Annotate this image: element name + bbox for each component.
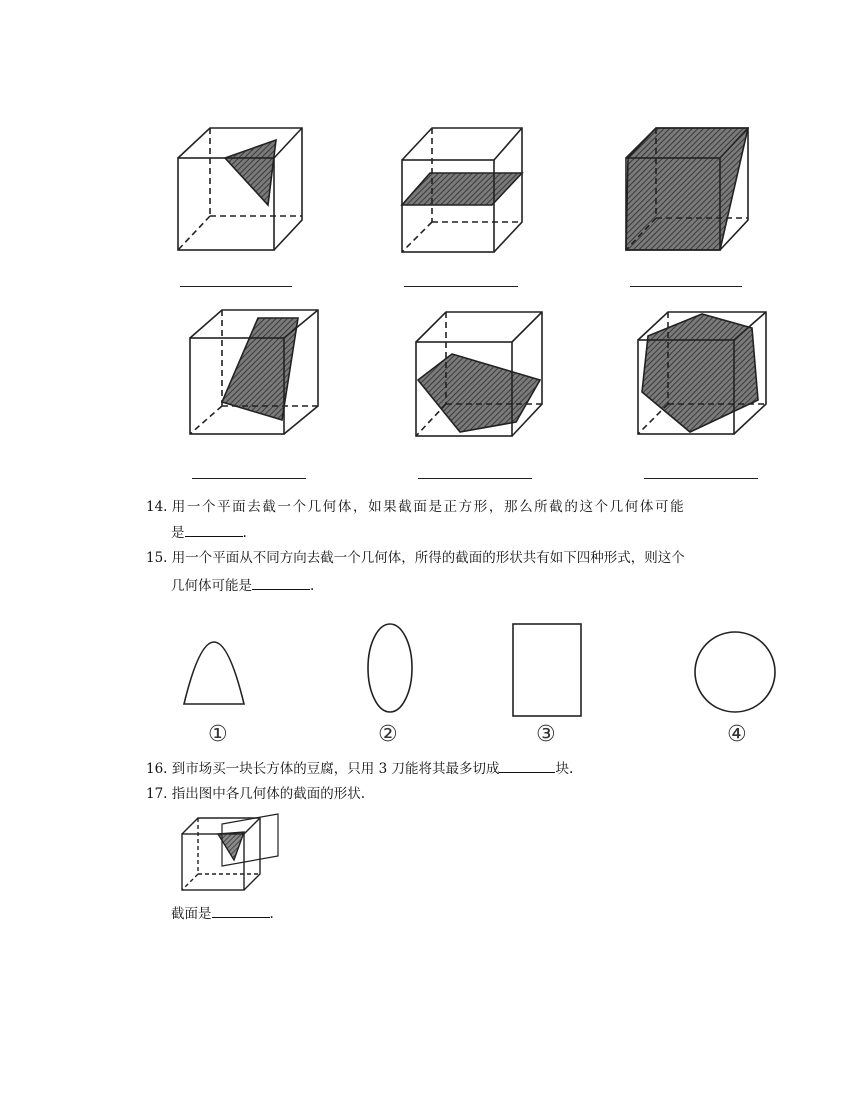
- question-text: 用一个平面从不同方向去截一个几何体，所得的截面的形状共有如下四种形式，则这个: [171, 550, 685, 566]
- question-15: [146, 548, 685, 568]
- shape-label-4: ④: [727, 722, 747, 747]
- question-number: 15.: [146, 550, 168, 566]
- answer-line-6[interactable]: [644, 478, 758, 479]
- shape-label-1: ①: [208, 722, 228, 747]
- rectangle-shape: [513, 624, 581, 716]
- question-14: [146, 497, 685, 517]
- answer-blank-15[interactable]: [252, 575, 310, 590]
- answer-line-1[interactable]: [180, 286, 292, 287]
- question-14-answer: 是 .: [171, 522, 247, 543]
- shape-label-3: ③: [536, 722, 556, 747]
- ellipse-shape: [368, 624, 412, 712]
- answer-blank-17[interactable]: [212, 903, 270, 918]
- shape-label-2: ②: [378, 722, 398, 747]
- answer-blank-16[interactable]: [499, 758, 555, 773]
- q17-figure: [170, 806, 290, 896]
- question-16: 16. 到市场买一块长方体的豆腐，只用 3 刀能将其最多切成 块.: [146, 758, 573, 779]
- parabola-shape: [184, 642, 244, 704]
- circle-shape: [695, 632, 775, 712]
- cube-2: [402, 128, 522, 252]
- cube-4: [190, 310, 318, 434]
- question-15-answer: 几何体可能是 .: [171, 575, 314, 596]
- question-number: 17.: [146, 786, 168, 802]
- cube-6: [638, 312, 766, 434]
- answer-line-3[interactable]: [630, 286, 742, 287]
- question-17-answer: 截面是 .: [171, 903, 274, 924]
- question-text: 指出图中各几何体的截面的形状.: [171, 786, 366, 802]
- answer-line-5[interactable]: [418, 478, 532, 479]
- question-text: 用一个平面去截一个几何体，如果截面是正方形，那么所截的这个几何体可能: [171, 499, 686, 515]
- answer-blank-14[interactable]: [185, 522, 243, 537]
- question-number: 14.: [146, 499, 168, 515]
- cube-1: [178, 128, 302, 250]
- answer-line-4[interactable]: [192, 478, 306, 479]
- cube-5: [416, 312, 542, 436]
- answer-line-2[interactable]: [404, 286, 518, 287]
- cube-section-figures: [0, 0, 860, 490]
- question-number: 16.: [146, 761, 168, 777]
- question-17: [146, 784, 365, 804]
- cube-3: [626, 128, 748, 250]
